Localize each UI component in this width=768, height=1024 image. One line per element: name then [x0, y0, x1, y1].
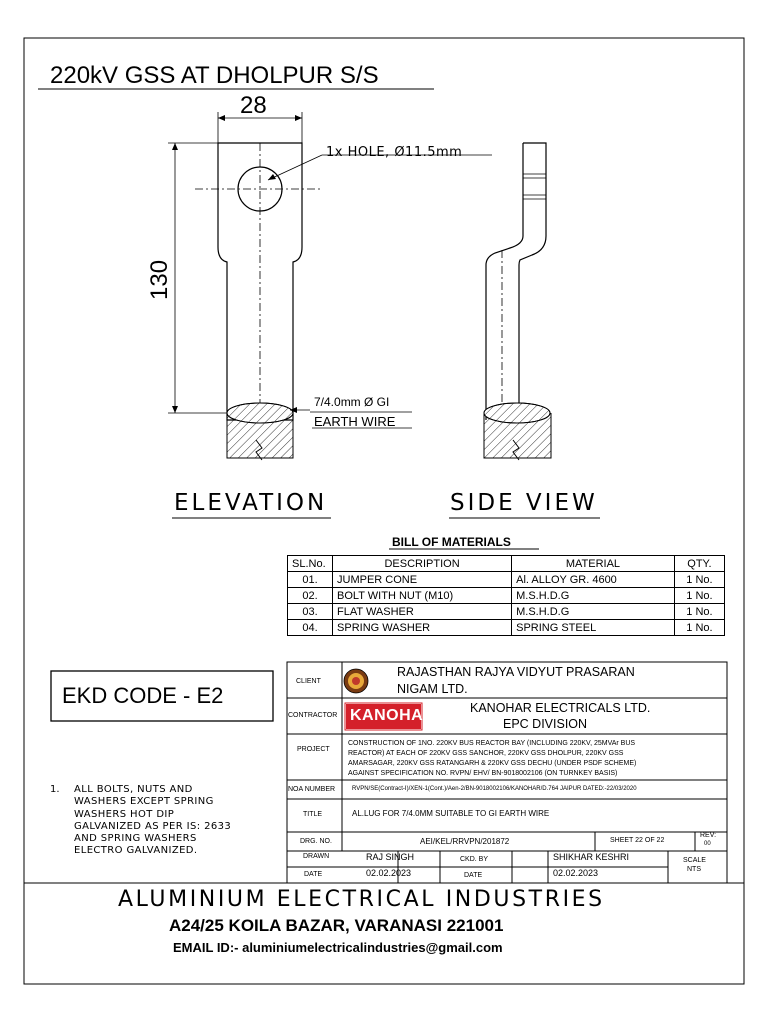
contractor-name-line2: EPC DIVISION [503, 717, 588, 731]
note-line: ELECTRO GALVANIZED. [74, 845, 198, 857]
client-name-line2: NIGAM LTD. [397, 682, 468, 696]
note-line: WASHERS HOT DIP [74, 808, 175, 820]
bom-header-row [288, 556, 725, 572]
ckd-value: SHIKHAR KESHRI [553, 852, 630, 862]
footer-company: ALUMINIUM ELECTRICAL INDUSTRIES [118, 887, 605, 912]
note-number: 1. [50, 784, 60, 795]
drg-label: DRG. NO. [300, 838, 332, 845]
bom-material: SPRING STEEL [512, 620, 675, 636]
elevation-label: ELEVATION [174, 490, 328, 516]
ekd-code: EKD CODE - E2 [62, 683, 224, 708]
bom-qty: 1 No. [674, 572, 724, 588]
drg-value: AEI/KEL/RRVPN/201872 [420, 837, 510, 846]
bom-sl: 03. [288, 604, 333, 620]
noa-label: NOA NUMBER [288, 786, 336, 793]
rev-label: REV: [700, 832, 717, 839]
wire-note-line2: EARTH WIRE [314, 414, 396, 429]
bom-qty: 1 No. [674, 604, 724, 620]
dimension-height: 130 [146, 259, 173, 300]
note-line: AND SPRING WASHERS [74, 833, 197, 845]
bom-heading: BILL OF MATERIALS [392, 535, 511, 549]
contractor-name-line1: KANOHAR ELECTRICALS LTD. [470, 701, 651, 715]
side-view-label: SIDE VIEW [450, 490, 598, 516]
title-label: TITLE [303, 811, 323, 818]
bom-col-desc: DESCRIPTION [333, 556, 512, 572]
project-line: AGAINST SPECIFICATION NO. RVPN/ EHV/ BN-9018002106 (ON TURNKEY BASIS) [348, 770, 618, 777]
bom-desc: JUMPER CONE [333, 572, 512, 588]
footer-email: EMAIL ID:- aluminiumelectricalindustries@gmail.com [173, 940, 503, 955]
date-label-ckd: DATE [464, 872, 483, 879]
bom-material: M.S.H.D.G [512, 604, 675, 620]
footer-address: A24/25 KOILA BAZAR, VARANASI 221001 [169, 916, 504, 935]
bom-desc: SPRING WASHER [333, 620, 512, 636]
rvpn-emblem-icon [344, 669, 368, 693]
date-value-drawn: 02.02.2023 [366, 868, 412, 878]
project-line: AMARSAGAR, 220KV GSS RATANGARH & 220KV GSS DECHU (UNDER PSDF SCHEME) [348, 760, 637, 767]
noa-value: RVPN/SE(Contract-I)/XEN-1(Cont.)/Aen-2/BN-9018002106/KANOHAR/D.764 JAIPUR DATED:-22/03/2020 [352, 786, 637, 792]
general-note [74, 784, 231, 858]
bom-qty: 1 No. [674, 620, 724, 636]
bom-col-sl: SL.No. [288, 556, 333, 572]
client-name-line1: RAJASTHAN RAJYA VIDYUT PRASARAN [397, 665, 635, 679]
date-label: DATE [304, 871, 323, 878]
bom-sl: 04. [288, 620, 333, 636]
drawn-value: RAJ SINGH [366, 852, 415, 862]
bom-desc: FLAT WASHER [333, 604, 512, 620]
contractor-label: CONTRACTOR [288, 712, 338, 719]
bom-material: M.S.H.D.G [512, 588, 675, 604]
bom-table [287, 555, 725, 636]
project-label: PROJECT [297, 746, 330, 753]
bom-col-qty: QTY. [674, 556, 724, 572]
table-row [288, 604, 725, 620]
bom-sl: 02. [288, 588, 333, 604]
table-row [288, 588, 725, 604]
hole-note: 1x HOLE, Ø11.5mm [326, 145, 463, 160]
side-view [484, 143, 551, 460]
project-line: CONSTRUCTION OF 1NO. 220KV BUS REACTOR BAY (INCLUDING 220KV, 25MVAr BUS [348, 740, 636, 747]
bom-col-material: MATERIAL [512, 556, 675, 572]
kanohar-logo: KANOHAR [350, 707, 436, 724]
sheet-number: SHEET 22 OF 22 [610, 837, 665, 844]
table-row [288, 572, 725, 588]
scale-label: SCALE [683, 857, 706, 864]
client-label: CLIENT [296, 678, 321, 685]
wire-note-line1: 7/4.0mm Ø GI [314, 395, 390, 409]
ckd-label: CKD. BY [460, 856, 489, 863]
title-value: AL.LUG FOR 7/4.0MM SUITABLE TO GI EARTH WIRE [352, 809, 550, 818]
note-line: GALVANIZED AS PER IS: 2633 [74, 820, 232, 832]
dimension-width: 28 [240, 92, 267, 119]
table-row [288, 620, 725, 636]
bom-qty: 1 No. [674, 588, 724, 604]
note-line: WASHERS EXCEPT SPRING [74, 796, 214, 808]
bom-sl: 01. [288, 572, 333, 588]
scale-value: NTS [687, 866, 701, 873]
drawn-label: DRAWN [303, 853, 330, 860]
date-value-ckd: 02.02.2023 [553, 868, 599, 878]
project-description [348, 739, 636, 779]
page-title: 220kV GSS AT DHOLPUR S/S [50, 62, 379, 89]
project-line: REACTOR) AT EACH OF 220KV GSS SANCHOR, 220KV GSS DHOLPUR, 220KV GSS [348, 750, 624, 757]
bom-material: Al. ALLOY GR. 4600 [512, 572, 675, 588]
bom-desc: BOLT WITH NUT (M10) [333, 588, 512, 604]
rev-value: 00 [704, 841, 711, 847]
note-line: ALL BOLTS, NUTS AND [74, 784, 193, 795]
